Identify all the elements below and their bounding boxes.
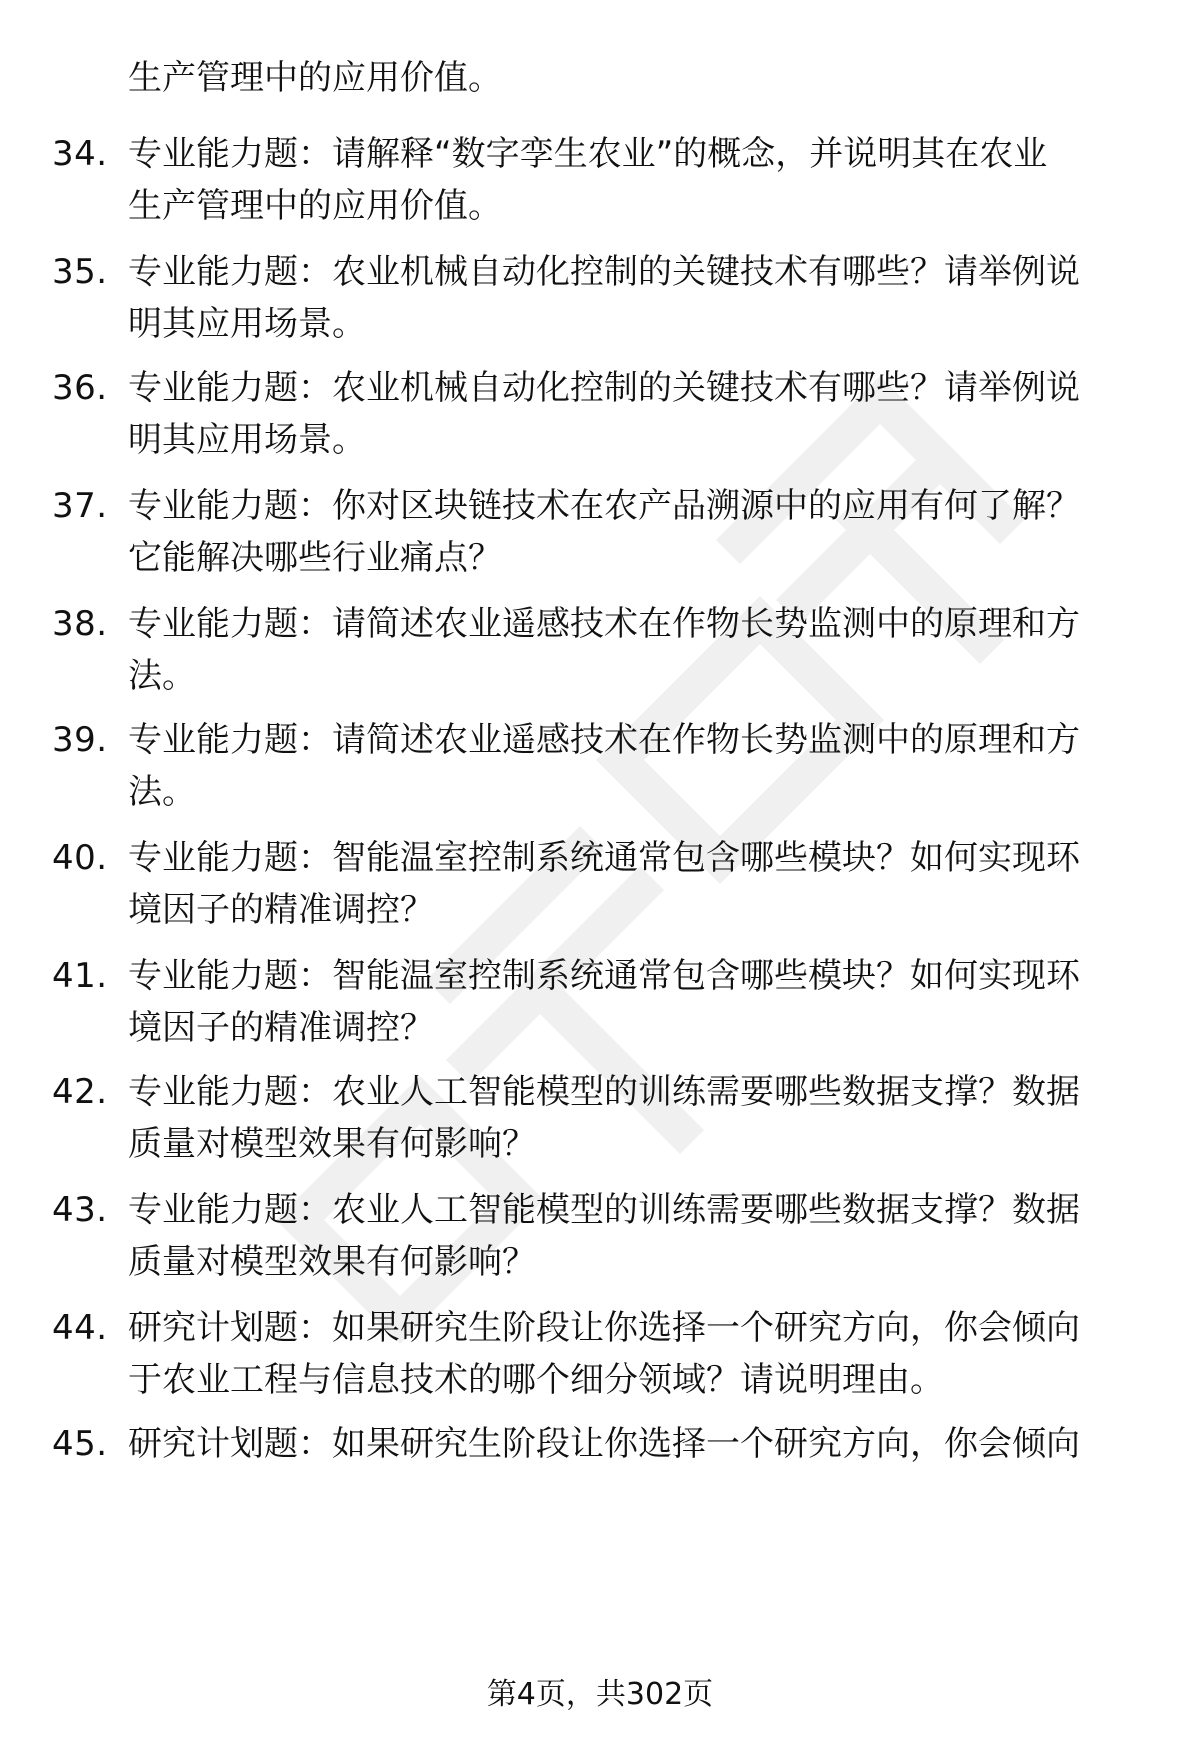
question-text-line: 质量对模型效果有何影响？ bbox=[128, 1124, 536, 1164]
question-text-line: 专业能力题：请解释“数字孪生农业”的概念，并说明其在农业 bbox=[128, 134, 1048, 174]
question-number: 39. bbox=[52, 720, 108, 760]
question-number: 45. bbox=[52, 1424, 108, 1464]
question-text-line: 生产管理中的应用价值。 bbox=[128, 58, 502, 98]
question-number: 40. bbox=[52, 838, 108, 878]
question-number: 43. bbox=[52, 1190, 108, 1230]
question-text-line: 生产管理中的应用价值。 bbox=[128, 186, 502, 226]
question-text-line: 法。 bbox=[128, 772, 196, 812]
question-text-line: 专业能力题：农业人工智能模型的训练需要哪些数据支撑？数据 bbox=[128, 1072, 1080, 1112]
question-number: 35. bbox=[52, 252, 108, 292]
question-text-line: 法。 bbox=[128, 656, 196, 696]
question-number: 37. bbox=[52, 486, 108, 526]
question-text-line: 专业能力题：请简述农业遥感技术在作物长势监测中的原理和方 bbox=[128, 604, 1080, 644]
question-number: 36. bbox=[52, 368, 108, 408]
question-text-line: 专业能力题：智能温室控制系统通常包含哪些模块？如何实现环 bbox=[128, 838, 1080, 878]
question-text-line: 专业能力题：农业人工智能模型的训练需要哪些数据支撑？数据 bbox=[128, 1190, 1080, 1230]
question-number: 42. bbox=[52, 1072, 108, 1112]
question-text-line: 于农业工程与信息技术的哪个细分领域？请说明理由。 bbox=[128, 1360, 944, 1400]
question-text-line: 明其应用场景。 bbox=[128, 420, 366, 460]
question-text-line: 研究计划题：如果研究生阶段让你选择一个研究方向，你会倾向 bbox=[128, 1308, 1080, 1348]
question-number: 34. bbox=[52, 134, 108, 174]
question-number: 44. bbox=[52, 1308, 108, 1348]
page-footer bbox=[0, 1672, 1200, 1718]
question-text-line: 研究计划题：如果研究生阶段让你选择一个研究方向，你会倾向 bbox=[128, 1424, 1080, 1464]
question-text-line: 境因子的精准调控？ bbox=[128, 890, 434, 930]
question-text-line: 专业能力题：农业机械自动化控制的关键技术有哪些？请举例说 bbox=[128, 252, 1080, 292]
question-text-line: 专业能力题：智能温室控制系统通常包含哪些模块？如何实现环 bbox=[128, 956, 1080, 996]
question-text-line: 它能解决哪些行业痛点？ bbox=[128, 538, 502, 578]
question-text-line: 专业能力题：你对区块链技术在农产品溯源中的应用有何了解？ bbox=[128, 486, 1080, 526]
question-number: 38. bbox=[52, 604, 108, 644]
question-text-line: 质量对模型效果有何影响？ bbox=[128, 1242, 536, 1282]
question-text-line: 明其应用场景。 bbox=[128, 304, 366, 344]
question-text-line: 境因子的精准调控？ bbox=[128, 1008, 434, 1048]
question-number: 41. bbox=[52, 956, 108, 996]
page-number-label: 第4页，共302页 bbox=[486, 1677, 714, 1712]
question-text-line: 专业能力题：请简述农业遥感技术在作物长势监测中的原理和方 bbox=[128, 720, 1080, 760]
question-text-line: 专业能力题：农业机械自动化控制的关键技术有哪些？请举例说 bbox=[128, 368, 1080, 408]
